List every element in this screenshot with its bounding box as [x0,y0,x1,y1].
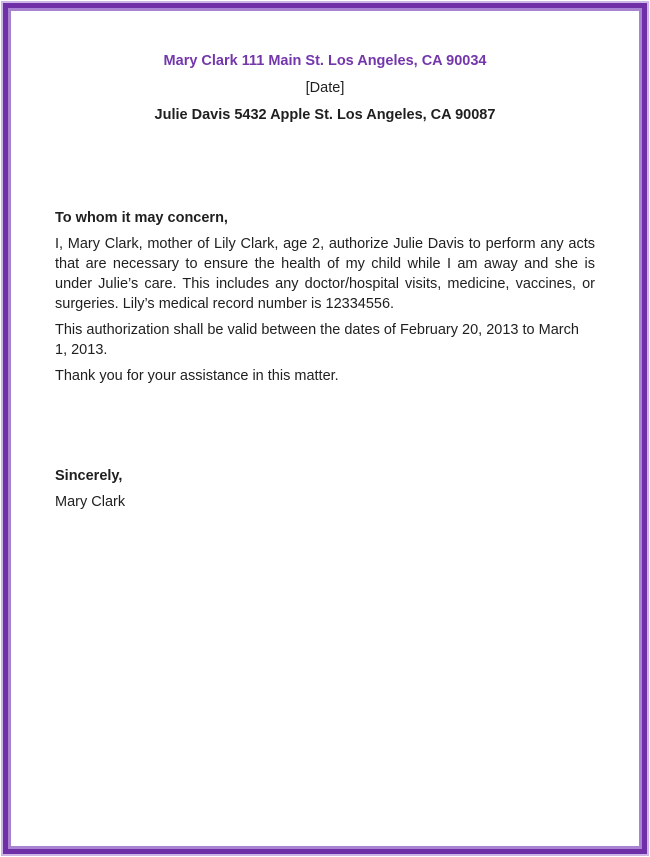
page-border-middle [3,3,647,854]
body-paragraph-thanks: Thank you for your assistance in this matter. [55,368,339,384]
body-paragraph-authorization: I, Mary Clark, mother of Lily Clark, age 2, authorize Julie Davis to perform any acts that are necessary to ensure the health of my child while I am away and she is under Julie’s care. This includes any doctor/hospital visits, medicine, vaccines, or surgeries. Lily’s medical record number is 12334556. [55,236,595,312]
signature-name: Mary Clark [55,494,126,510]
page-border-inner [8,8,642,849]
letter-header [55,51,595,125]
body-closing-gap [55,392,595,466]
date-placeholder: [Date] [305,80,345,96]
header-body-gap [55,132,595,208]
sender-address-line: Mary Clark 111 Main St. Los Angeles, CA 90034 [163,53,487,69]
salutation: To whom it may concern, [55,210,228,226]
closing: Sincerely, [55,468,123,484]
recipient-address-line: Julie Davis 5432 Apple St. Los Angeles, CA 90087 [154,107,496,123]
page-border [1,1,649,856]
letter-page [11,11,639,846]
body-paragraph-validity: This authorization shall be valid between the dates of February 20, 2013 to March 1, 2013. [55,322,579,358]
